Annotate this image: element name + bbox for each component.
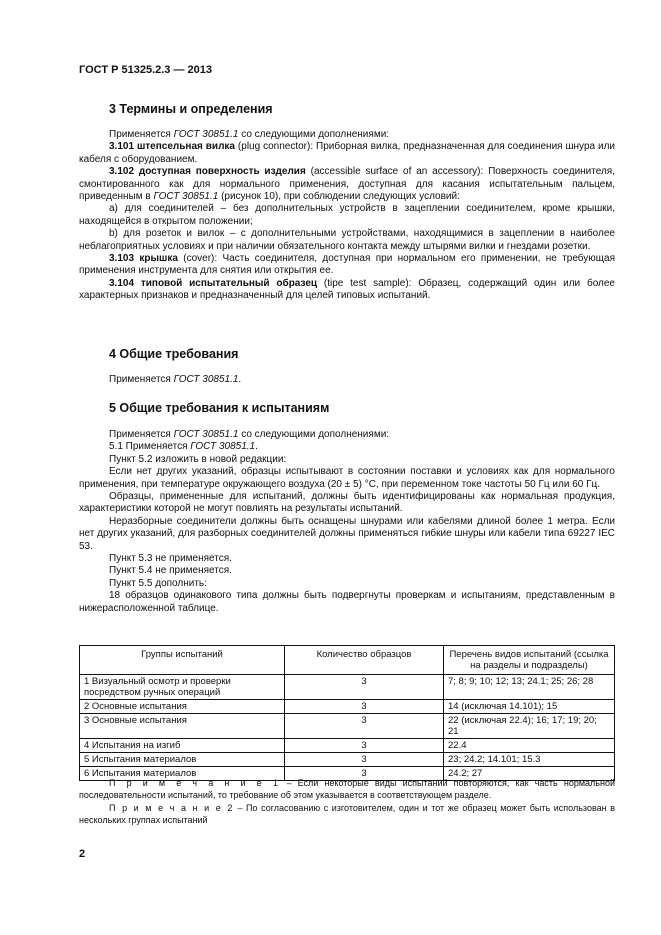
section-3-title: 3 Термины и определения xyxy=(109,102,273,116)
table-cell-tests: 14 (исключая 14.101); 15 xyxy=(444,700,615,714)
test-groups-table xyxy=(79,645,615,781)
table-cell-group: 3 Основные испытания xyxy=(80,714,285,739)
table-cell-group: 5 Испытания материалов xyxy=(80,753,285,767)
gost-reference: ГОСТ 30851.1 xyxy=(173,129,239,140)
term-3-102: 3.102 доступная поверхность изделия (accessible surface of an accessory): Поверхность соединителя, смонтированного как для нормального применения, доступная для касания испытательным пальцем, приведенным в ГОСТ 30851.1 (рисунок 10), при соблюдении следующих условий: xyxy=(79,166,615,203)
note-1: П р и м е ч а н и е 1 – Если некоторые виды испытаний повторяются, как часть нормальной последовательности испытаний, то требование об этом указывается в соответствующем разделе. xyxy=(79,778,615,800)
section-4-text: Применяется ГОСТ 30851.1. xyxy=(109,374,242,385)
table-cell-count: 3 xyxy=(285,700,444,714)
clause-5-5: Пункт 5.5 дополнить: xyxy=(109,577,207,589)
table-cell-group: 1 Визуальный осмотр и проверки посредством ручных операций xyxy=(80,675,285,700)
term-3-102-item-b: b) для розеток и вилок – с дополнительными устройствами, находящимися в зацеплении в наиболее неблагоприятных условиях и при наличии обязательного контакта между штырями вилки и гнездами розетки. xyxy=(79,228,615,252)
term-3-103: 3.103 крышка (cover): Часть соединителя, доступная при нормальном его применении, не требующая применения инструмента для снятия или открытия ее. xyxy=(79,253,615,277)
table-cell-tests: 7; 8; 9; 10; 12; 13; 24.1; 25; 26; 28 xyxy=(444,675,615,700)
clause-5-3: Пункт 5.3 не применяется. xyxy=(109,553,232,565)
table-cell-group: 2 Основные испытания xyxy=(80,700,285,714)
clause-5-2-intro: Пункт 5.2 изложить в новой редакции: xyxy=(109,453,287,465)
gost-reference: ГОСТ 30851.1 xyxy=(173,429,239,440)
table-cell-count: 3 xyxy=(285,675,444,700)
clause-5-2-text-1: Если нет других указаний, образцы испытывают в состоянии поставки и условиях как для нормального применения, при температуре окружающего воздуха (20 ± 5) °С, при переменном токе частоты 50 Гц или 60 Гц. xyxy=(79,466,615,490)
table-cell-count: 3 xyxy=(285,714,444,739)
table-cell-tests: 22 (исключая 22.4); 16; 17; 19; 20; 21 xyxy=(444,714,615,739)
clause-5-4: Пункт 5.4 не применяется. xyxy=(109,565,232,577)
table-cell-tests: 23; 24.2; 14.101; 15.3 xyxy=(444,753,615,767)
column-header: Перечень видов испытаний (ссылка на разделы и подразделы) xyxy=(444,646,615,675)
column-header: Группы испытаний xyxy=(80,646,285,675)
table-cell-count: 3 xyxy=(285,739,444,753)
standard-header: ГОСТ Р 51325.2.3 — 2013 xyxy=(79,64,213,76)
table-row xyxy=(80,739,615,753)
column-header: Количество образцов xyxy=(285,646,444,675)
table-cell-count: 3 xyxy=(285,753,444,767)
table-cell-tests: 22.4 xyxy=(444,739,615,753)
section-5-title: 5 Общие требования к испытаниям xyxy=(109,401,330,415)
note-label: П р и м е ч а н и е 1 xyxy=(109,778,281,788)
table-notes xyxy=(79,778,615,828)
term-3-102-item-a: а) для соединителей – без дополнительных устройств в зацеплении соединителем, кроме крышки, находящейся в открытом положении; xyxy=(79,203,615,227)
table-row xyxy=(80,753,615,767)
clause-5-5-text: 18 образцов одинакового типа должны быть подвергнуты проверкам и испытаниям, представленным в нижерасположенной таблице. xyxy=(79,590,615,614)
clause-5-1: 5.1 Применяется ГОСТ 30851.1. xyxy=(109,441,258,453)
section-3-body xyxy=(79,129,615,303)
table-row xyxy=(80,675,615,700)
section-4-body xyxy=(79,374,615,386)
clause-5-2-text-2: Образцы, примененные для испытаний, должны быть идентифицированы как нормальная продукция, характеристики которой не могут повлиять на результаты испытаний. xyxy=(79,491,615,515)
table-header-row xyxy=(80,646,615,675)
term-3-101: 3.101 штепсельная вилка (plug connector): Приборная вилка, предназначенная для соединения шнура или кабеля с оборудованием. xyxy=(79,141,615,165)
note-label: П р и м е ч а н и е 2 xyxy=(109,803,234,813)
table-row xyxy=(80,700,615,714)
section-3-intro: Применяется ГОСТ 30851.1 со следующими дополнениями: xyxy=(109,129,390,140)
table-cell-group: 6 Испытания материалов xyxy=(80,767,285,781)
page-number: 2 xyxy=(79,848,86,860)
table-row xyxy=(80,714,615,739)
table-cell-tests: 24.2; 27 xyxy=(444,767,615,781)
gost-reference: ГОСТ 30851.1 xyxy=(153,191,219,203)
section-4-title: 4 Общие требования xyxy=(109,347,239,361)
section-5-intro: Применяется ГОСТ 30851.1 со следующими дополнениями: xyxy=(109,429,390,440)
table-cell-count: 3 xyxy=(285,767,444,781)
table-cell-group: 4 Испытания на изгиб xyxy=(80,739,285,753)
clause-5-2-text-3: Неразборные соединители должны быть оснащены шнурами или кабелями длиной более 1 метра. Если нет других указаний, для разборных соединителей должны применяться гибкие шнуры или кабели типа 69227 IEC 53. xyxy=(79,515,615,552)
note-2: П р и м е ч а н и е 2 – По согласованию с изготовителем, один и тот же образец может быть использован в нескольких группах испытаний xyxy=(79,803,615,825)
term-3-104: 3.104 типовой испытательный образец (tipe test sample): Образец, содержащий один или более характерных признаков и предназначенный для целей типовых испытаний. xyxy=(79,277,615,302)
gost-reference: ГОСТ 30851.1 xyxy=(190,441,256,453)
gost-reference: ГОСТ 30851.1 xyxy=(173,374,239,385)
section-5-body xyxy=(79,429,615,615)
